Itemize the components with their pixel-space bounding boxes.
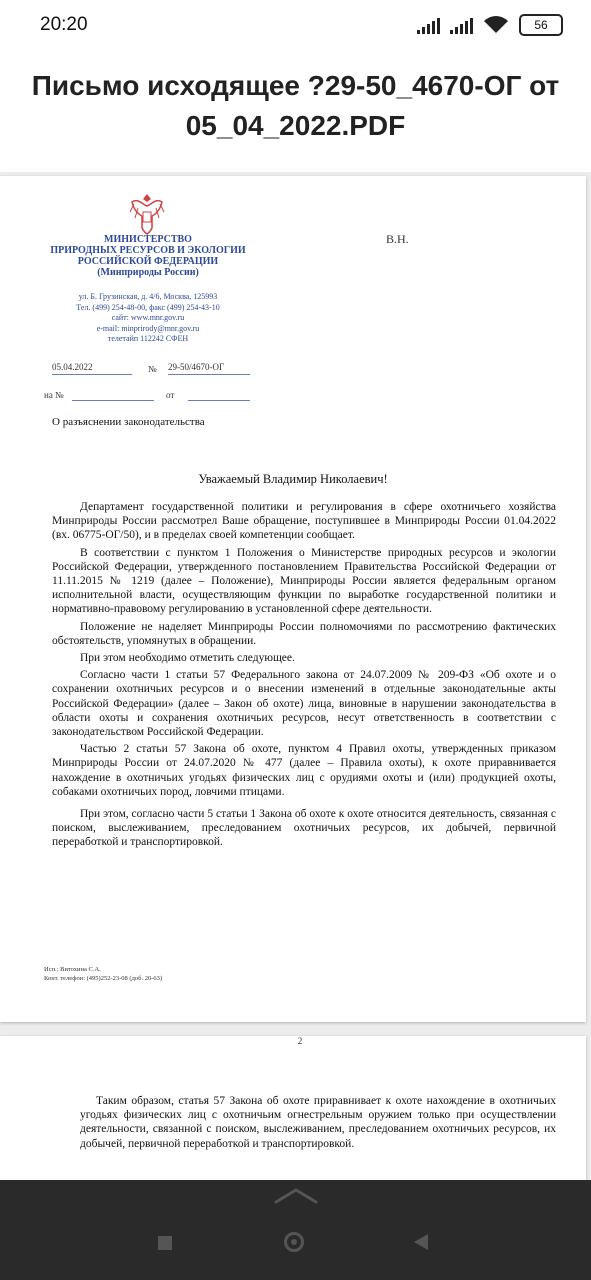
- reg-number: 29-50/4670-ОГ: [168, 362, 250, 375]
- address-line: телетайп 112242 СФЕН: [107, 334, 189, 343]
- paragraph: Департамент государственной политики и регулирования в сфере охотничьего хозяйства Минприроды России рассмотрел Ваше обращение, поступившее в Минприроды России 01.04.2022 (вх. 06775-ОГ/50), и в пределах своей компетенции сообщает.: [52, 501, 556, 542]
- back-button[interactable]: [414, 1234, 428, 1250]
- ot-field: [188, 388, 250, 401]
- ministry-address: [40, 292, 256, 345]
- signal-icon-2: [450, 16, 473, 34]
- ministry-line: МИНИСТЕРСТВО: [104, 234, 192, 245]
- address-line: сайт: www.mnr.gov.ru: [111, 313, 185, 322]
- home-icon: [291, 1239, 297, 1245]
- document-title: Письмо исходящее ?29-50_4670-ОГ от 05_04_2022.PDF: [31, 70, 560, 141]
- wifi-icon: [483, 16, 509, 34]
- letter-body: [52, 500, 556, 850]
- coat-of-arms-icon: [126, 190, 168, 238]
- page2-body: [80, 1094, 556, 1151]
- ot-label: от: [166, 390, 175, 400]
- ministry-line: РОССИЙСКОЙ ФЕДЕРАЦИИ: [77, 256, 219, 267]
- recipient: В.Н.: [386, 232, 409, 246]
- paragraph: Положение не наделяет Минприроды России полномочиями по рассмотрению фактических обстоятельств, упомянутых в обращении.: [52, 620, 556, 647]
- executor-info: [44, 966, 162, 983]
- page-number: 2: [297, 1036, 303, 1046]
- reg-date: 05.04.2022: [52, 362, 132, 375]
- document-title-area: [0, 52, 591, 172]
- paragraph: В соответствии с пунктом 1 Положения о Министерстве природных ресурсов и экологии Российской Федерации, утвержденного постановлением Правительства Российской Федерации от 11.11.2015 № 1219 (далее – Положение), Минприроды России является федеральным органом исполнительной власти, осуществляющим функции по выработке государственной политики и нормативно-правовому регулированию в установленной сфере деятельности.: [52, 546, 556, 616]
- paragraph: Таким образом, статья 57 Закона об охоте приравнивает к охоте нахождение в охотничьих угодьях физических лиц с охотничьим огнестрельным оружием только при осуществлении деятельности, связанной с поиском, выслеживанием, преследованием охотничьих ресурсов, их добычей, первичной переработкой и транспортировкой.: [80, 1095, 556, 1150]
- na-label: на №: [44, 390, 64, 400]
- pdf-page-2[interactable]: [0, 1036, 586, 1180]
- status-icons: [417, 14, 563, 36]
- address-line: ул. Б. Грузинская, д. 4/6, Москва, 125993: [78, 292, 218, 301]
- signal-icon: [417, 16, 440, 34]
- ministry-header: [30, 234, 266, 278]
- paragraph: Согласно части 1 статьи 57 Федерального закона от 24.07.2009 № 209-ФЗ «Об охоте и о сохранении охотничьих ресурсов и о внесении изменений в отдельные законодательные акты Российской Федерации» (далее – Закон об охоте) лица, виновные в нарушении законодательства в области охоты и сохранения охотничьих ресурсов, несут ответственность в соответствии с законодательством Российской Федерации.: [52, 669, 556, 739]
- ministry-line: ПРИРОДНЫХ РЕСУРСОВ И ЭКОЛОГИИ: [50, 245, 246, 256]
- address-line: Тел. (499) 254-48-00, факс (499) 254-43-10: [76, 302, 220, 312]
- home-button[interactable]: [284, 1232, 304, 1252]
- executor-phone: Конт. телефон: (495)252-23-08 (доб. 20-63): [44, 974, 163, 982]
- status-bar: [0, 0, 591, 52]
- paragraph: При этом, согласно части 5 статьи 1 Закона об охоте к охоте относится деятельность, связанная с поиском, выслеживанием, преследованием охотничьих ресурсов, их добычей, первичной переработкой и транспортировкой.: [52, 808, 556, 849]
- na-field: [72, 388, 154, 401]
- salutation: Уважаемый Владимир Николаевич!: [198, 472, 388, 486]
- pdf-page-1[interactable]: [0, 176, 586, 1022]
- status-time: 20:20: [40, 14, 88, 35]
- navigation-bar: [0, 1180, 591, 1280]
- recent-apps-button[interactable]: [158, 1236, 172, 1250]
- battery-indicator: 56: [519, 14, 563, 36]
- reg-number-label: №: [148, 364, 157, 374]
- chevron-up-icon[interactable]: [272, 1186, 320, 1206]
- address-line: e-mail: minprirody@mnr.gov.ru: [96, 323, 200, 333]
- executor-name: Исп.: Витохина С.А.: [44, 966, 101, 973]
- letter-subject: О разъяснении законодательства: [52, 416, 205, 428]
- ministry-line: (Минприроды России): [97, 267, 199, 278]
- paragraph: Частью 2 статьи 57 Закона об охоте, пунктом 4 Правил охоты, утвержденных приказом Минприроды России от 24.07.2020 № 477 (далее – Правила охоты), к охоте приравнивается нахождение в охотничьих угодьях физических лиц с орудиями охоты и (или) продукцией охоты, собаками охотничьих пород, ловчими птицами.: [52, 743, 556, 798]
- paragraph: При этом необходимо отметить следующее.: [80, 652, 295, 665]
